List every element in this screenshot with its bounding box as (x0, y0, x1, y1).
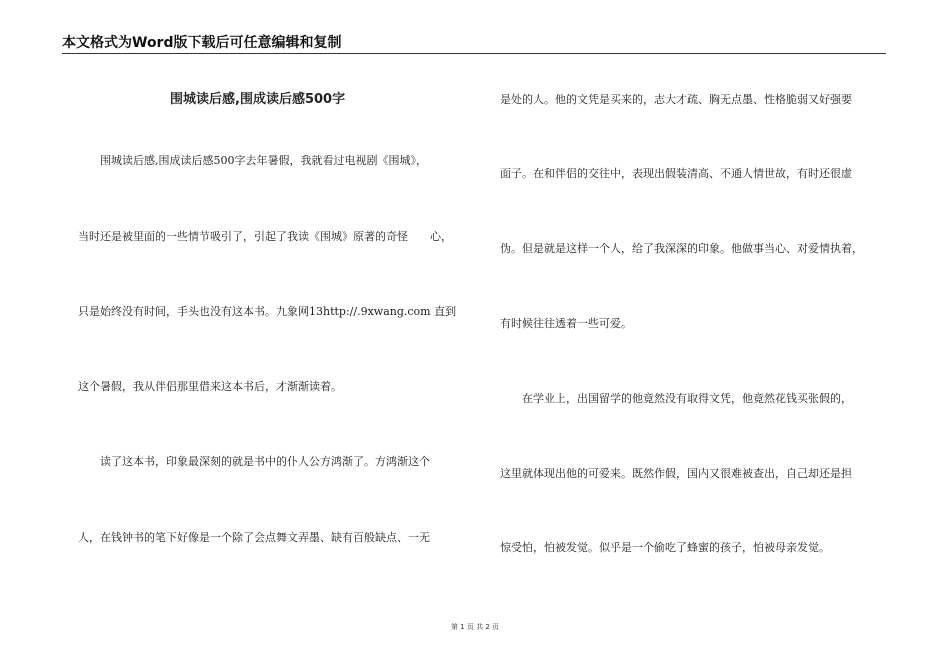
paragraph-line: 读了这本书，印象最深刻的就是书中的仆人公方鸿渐了。方鸿渐这个 (78, 455, 430, 468)
paragraph-line: 有时候往往透着一些可爱。 (500, 317, 632, 330)
header-banner (62, 35, 886, 54)
paragraph-line: 这里就体现出他的可爱来。既然作假，国内又很难被查出，自己却还是担 (500, 467, 852, 480)
document-title: 围城读后感,围成读后感500字 (170, 92, 346, 107)
paragraph-line: 这个暑假，我从伴侣那里借来这本书后，才渐渐读着。 (78, 380, 342, 393)
paragraph-line: 惊受怕，怕被发觉。似乎是一个偷吃了蜂蜜的孩子，怕被母亲发觉。 (500, 541, 830, 554)
header-banner-text: 本文格式为Word版下载后可任意编辑和复制 (62, 35, 342, 51)
paragraph-line: 当时还是被里面的一些情节吸引了，引起了我读《围城》原著的奇怪 心， (78, 230, 452, 243)
page-number-footer: 第 1 页 共 2 页 (450, 623, 500, 631)
paragraph-line: 只是始终没有时间，手头也没有这本书。九象网13http://.9xwang.com 直到 (78, 305, 457, 318)
paragraph-line: 伪。但是就是这样一个人，给了我深深的印象。他做事当心、对爱情执着， (500, 242, 863, 255)
paragraph-line: 围城读后感,围成读后感500字去年暑假，我就看过电视剧《围城》， (78, 154, 427, 167)
paragraph-line: 是处的人。他的文凭是买来的，志大才疏、胸无点墨、性格脆弱又好强要 (500, 93, 852, 106)
paragraph-line: 面子。在和伴侣的交往中，表现出假装清高、不通人情世故，有时还很虚 (500, 167, 852, 180)
paragraph-line: 人，在钱钟书的笔下好像是一个除了会点舞文弄墨、缺有百般缺点、一无 (78, 531, 430, 544)
paragraph-line: 在学业上，出国留学的他竟然没有取得文凭，他竟然花钱买张假的， (500, 392, 852, 405)
